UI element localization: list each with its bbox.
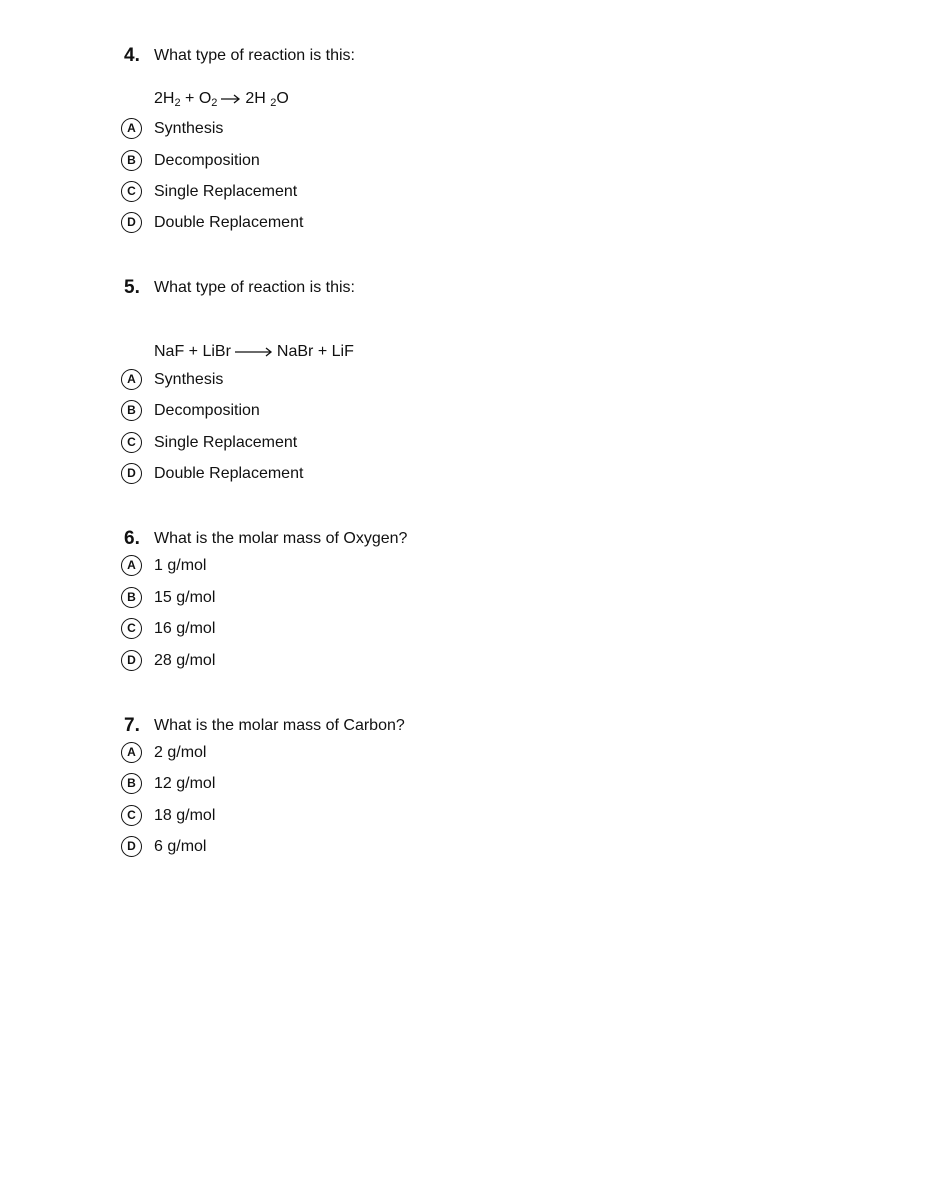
option-text: Single Replacement [154, 183, 298, 200]
reaction-arrow-icon [235, 347, 273, 357]
answer-option-c[interactable] [121, 618, 521, 642]
answer-option-d[interactable] [121, 212, 521, 236]
option-letter-circle[interactable]: C [121, 805, 142, 826]
answer-option-c[interactable] [121, 805, 521, 829]
chemical-equation: $2H_2 + O_2$ 2H $_2$O [154, 90, 289, 109]
option-letter-circle[interactable]: B [121, 587, 142, 608]
option-letter-circle[interactable]: C [121, 618, 142, 639]
option-text: 15 g/mol [154, 589, 216, 606]
option-text: Synthesis [154, 120, 224, 137]
option-letter-circle[interactable]: B [121, 400, 142, 421]
answer-option-b[interactable] [121, 587, 521, 611]
answer-option-b[interactable] [121, 150, 521, 174]
answer-option-a[interactable] [121, 369, 521, 393]
answer-option-b[interactable] [121, 400, 521, 424]
option-text: 12 g/mol [154, 775, 216, 792]
question-text: What type of reaction is this: [154, 279, 355, 296]
chemical-equation: NaF + LiBr NaBr + LiF [154, 343, 354, 360]
option-letter-circle[interactable]: D [121, 212, 142, 233]
question-text: What is the molar mass of Oxygen? [154, 530, 408, 547]
question-text: What type of reaction is this: [154, 47, 355, 64]
answer-option-a[interactable] [121, 742, 521, 766]
answer-option-a[interactable] [121, 118, 521, 142]
option-text: 2 g/mol [154, 744, 207, 761]
option-text: 16 g/mol [154, 620, 216, 637]
option-text: Single Replacement [154, 434, 298, 451]
option-letter-circle[interactable]: C [121, 432, 142, 453]
answer-option-d[interactable] [121, 650, 521, 674]
answer-option-b[interactable] [121, 773, 521, 797]
option-text: Double Replacement [154, 214, 304, 231]
option-text: Synthesis [154, 371, 224, 388]
option-text: Double Replacement [154, 465, 304, 482]
option-letter-circle[interactable]: D [121, 463, 142, 484]
reaction-arrow-icon [221, 94, 241, 104]
option-text: 18 g/mol [154, 807, 216, 824]
answer-option-a[interactable] [121, 555, 521, 579]
question-number: 5. [124, 277, 140, 298]
option-letter-circle[interactable]: B [121, 150, 142, 171]
option-letter-circle[interactable]: C [121, 181, 142, 202]
option-letter-circle[interactable]: A [121, 742, 142, 763]
question-text: What is the molar mass of Carbon? [154, 717, 405, 734]
option-text: Decomposition [154, 152, 260, 169]
option-text: 1 g/mol [154, 557, 207, 574]
question-number: 6. [124, 528, 140, 549]
option-letter-circle[interactable]: A [121, 369, 142, 390]
answer-option-c[interactable] [121, 432, 521, 456]
answer-option-d[interactable] [121, 463, 521, 487]
option-letter-circle[interactable]: B [121, 773, 142, 794]
option-text: Decomposition [154, 402, 260, 419]
option-letter-circle[interactable]: A [121, 555, 142, 576]
answer-option-c[interactable] [121, 181, 521, 205]
question-number: 4. [124, 45, 140, 66]
option-text: 28 g/mol [154, 652, 216, 669]
option-letter-circle[interactable]: D [121, 650, 142, 671]
answer-option-d[interactable] [121, 836, 521, 860]
question-number: 7. [124, 715, 140, 736]
option-letter-circle[interactable]: A [121, 118, 142, 139]
option-letter-circle[interactable]: D [121, 836, 142, 857]
option-text: 6 g/mol [154, 838, 207, 855]
